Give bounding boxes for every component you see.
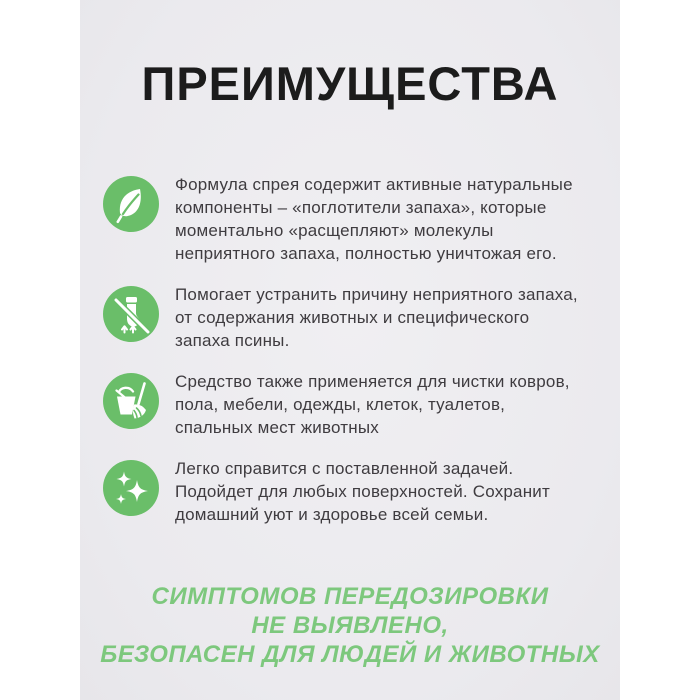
footer-line: СИМПТОМОВ ПЕРЕДОЗИРОВКИ [151,583,549,610]
page-title: ПРЕИМУЩЕСТВА [141,57,559,110]
footer-line: НЕ ВЫЯВЛЕНО, [251,612,449,639]
sparkles-icon [103,460,159,516]
feature-row-easy-use [103,457,620,526]
feature-text: Помогает устранить причину неприятного запаха, от содержания животных и специфического запаха псины. [175,285,578,350]
features-list [80,173,620,526]
no-odor-sock-icon [103,286,159,342]
feature-row-formula [103,173,620,265]
feature-text: Средство также применяется для чистки ковров, пола, мебели, одежды, клеток, туалетов, спальных мест животных [175,372,570,437]
bucket-mop-icon [103,373,159,429]
feature-row-odor-cause [103,283,620,352]
feature-text: Легко справится с поставленной задачей. Подойдет для любых поверхностей. Сохранит домашний уют и здоровье всей семьи. [175,459,550,524]
leaf-icon [103,176,159,232]
infographic-panel [80,0,620,700]
footer-slogan [80,582,620,669]
feature-row-cleaning [103,370,620,439]
feature-text: Формула спрея содержит активные натуральные компоненты – «поглотители запаха», которые моментально «расщепляют» молекулы неприятного запаха, полностью уничтожая его. [175,175,573,263]
footer-line: БЕЗОПАСЕН ДЛЯ ЛЮДЕЙ И ЖИВОТНЫХ [100,641,600,668]
